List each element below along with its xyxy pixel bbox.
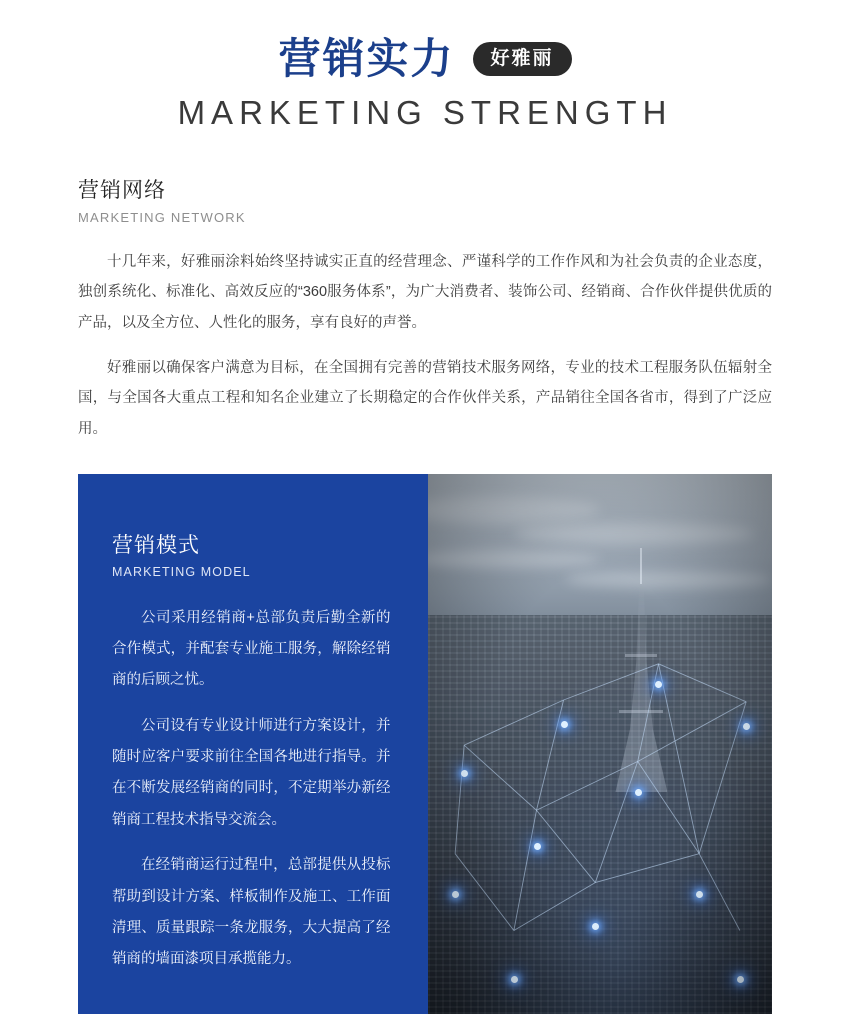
network-paragraph: 十几年来，好雅丽涂料始终坚持诚实正直的经营理念、严谨科学的工作作风和为社会负责的企业态度，独创系统化、标准化、高效反应的“360服务体系”，为广大消费者、装饰公司、经销商、合作伙伴提供优质的产品，以及全方位、人性化的服务，享有良好的声誉。 <box>78 254 772 331</box>
page-header <box>0 0 850 132</box>
network-title-cn: 营销网络 <box>78 179 166 202</box>
marketing-network-section <box>0 174 850 444</box>
network-node <box>511 976 518 983</box>
model-paragraph: 在经销商运行过程中，总部提供从投标帮助到设计方案、样板制作及施工、工作面清理、质量跟踪一条龙服务，大大提高了经销商的墙面漆项目承揽能力。 <box>112 857 391 967</box>
network-node <box>635 789 642 796</box>
network-lines-overlay <box>428 474 772 962</box>
page-title-en: MARKETING STRENGTH <box>177 94 673 131</box>
network-node <box>561 721 568 728</box>
network-paragraph: 好雅丽以确保客户满意为目标，在全国拥有完善的营销技术服务网络，专业的技术工程服务队伍辐射全国，与全国各大重点工程和知名企业建立了长期稳定的合作伙伴关系，产品销往全国各省市，得到了广泛应用。 <box>78 359 772 437</box>
network-node <box>737 976 744 983</box>
model-title-cn: 营销模式 <box>112 534 200 558</box>
model-title-en: MARKETING MODEL <box>112 565 251 580</box>
network-paragraphs <box>78 247 772 444</box>
page-title-cn: 营销实力 <box>278 35 455 82</box>
marketing-model-panel <box>78 474 772 1014</box>
network-node <box>592 923 599 930</box>
model-paragraphs <box>112 603 390 975</box>
model-paragraph: 公司设有专业设计师进行方案设计，并随时应客户要求前往全国各地进行指导。并在不断发展经销商的同时，不定期举办新经销商工程技术指导交流会。 <box>112 718 391 828</box>
header-title-row <box>0 35 850 82</box>
network-node <box>452 891 459 898</box>
model-paragraph: 公司采用经销商+总部负责后勤全新的合作模式，并配套专业施工服务，解除经销商的后顾之忧。 <box>112 610 391 689</box>
network-node <box>534 843 541 850</box>
city-network-photo <box>428 474 772 1014</box>
model-text-column <box>78 474 428 1014</box>
brand-badge: 好雅丽 <box>473 42 572 76</box>
network-node <box>696 891 703 898</box>
network-title-en: MARKETING NETWORK <box>78 210 246 225</box>
network-node <box>743 723 750 730</box>
